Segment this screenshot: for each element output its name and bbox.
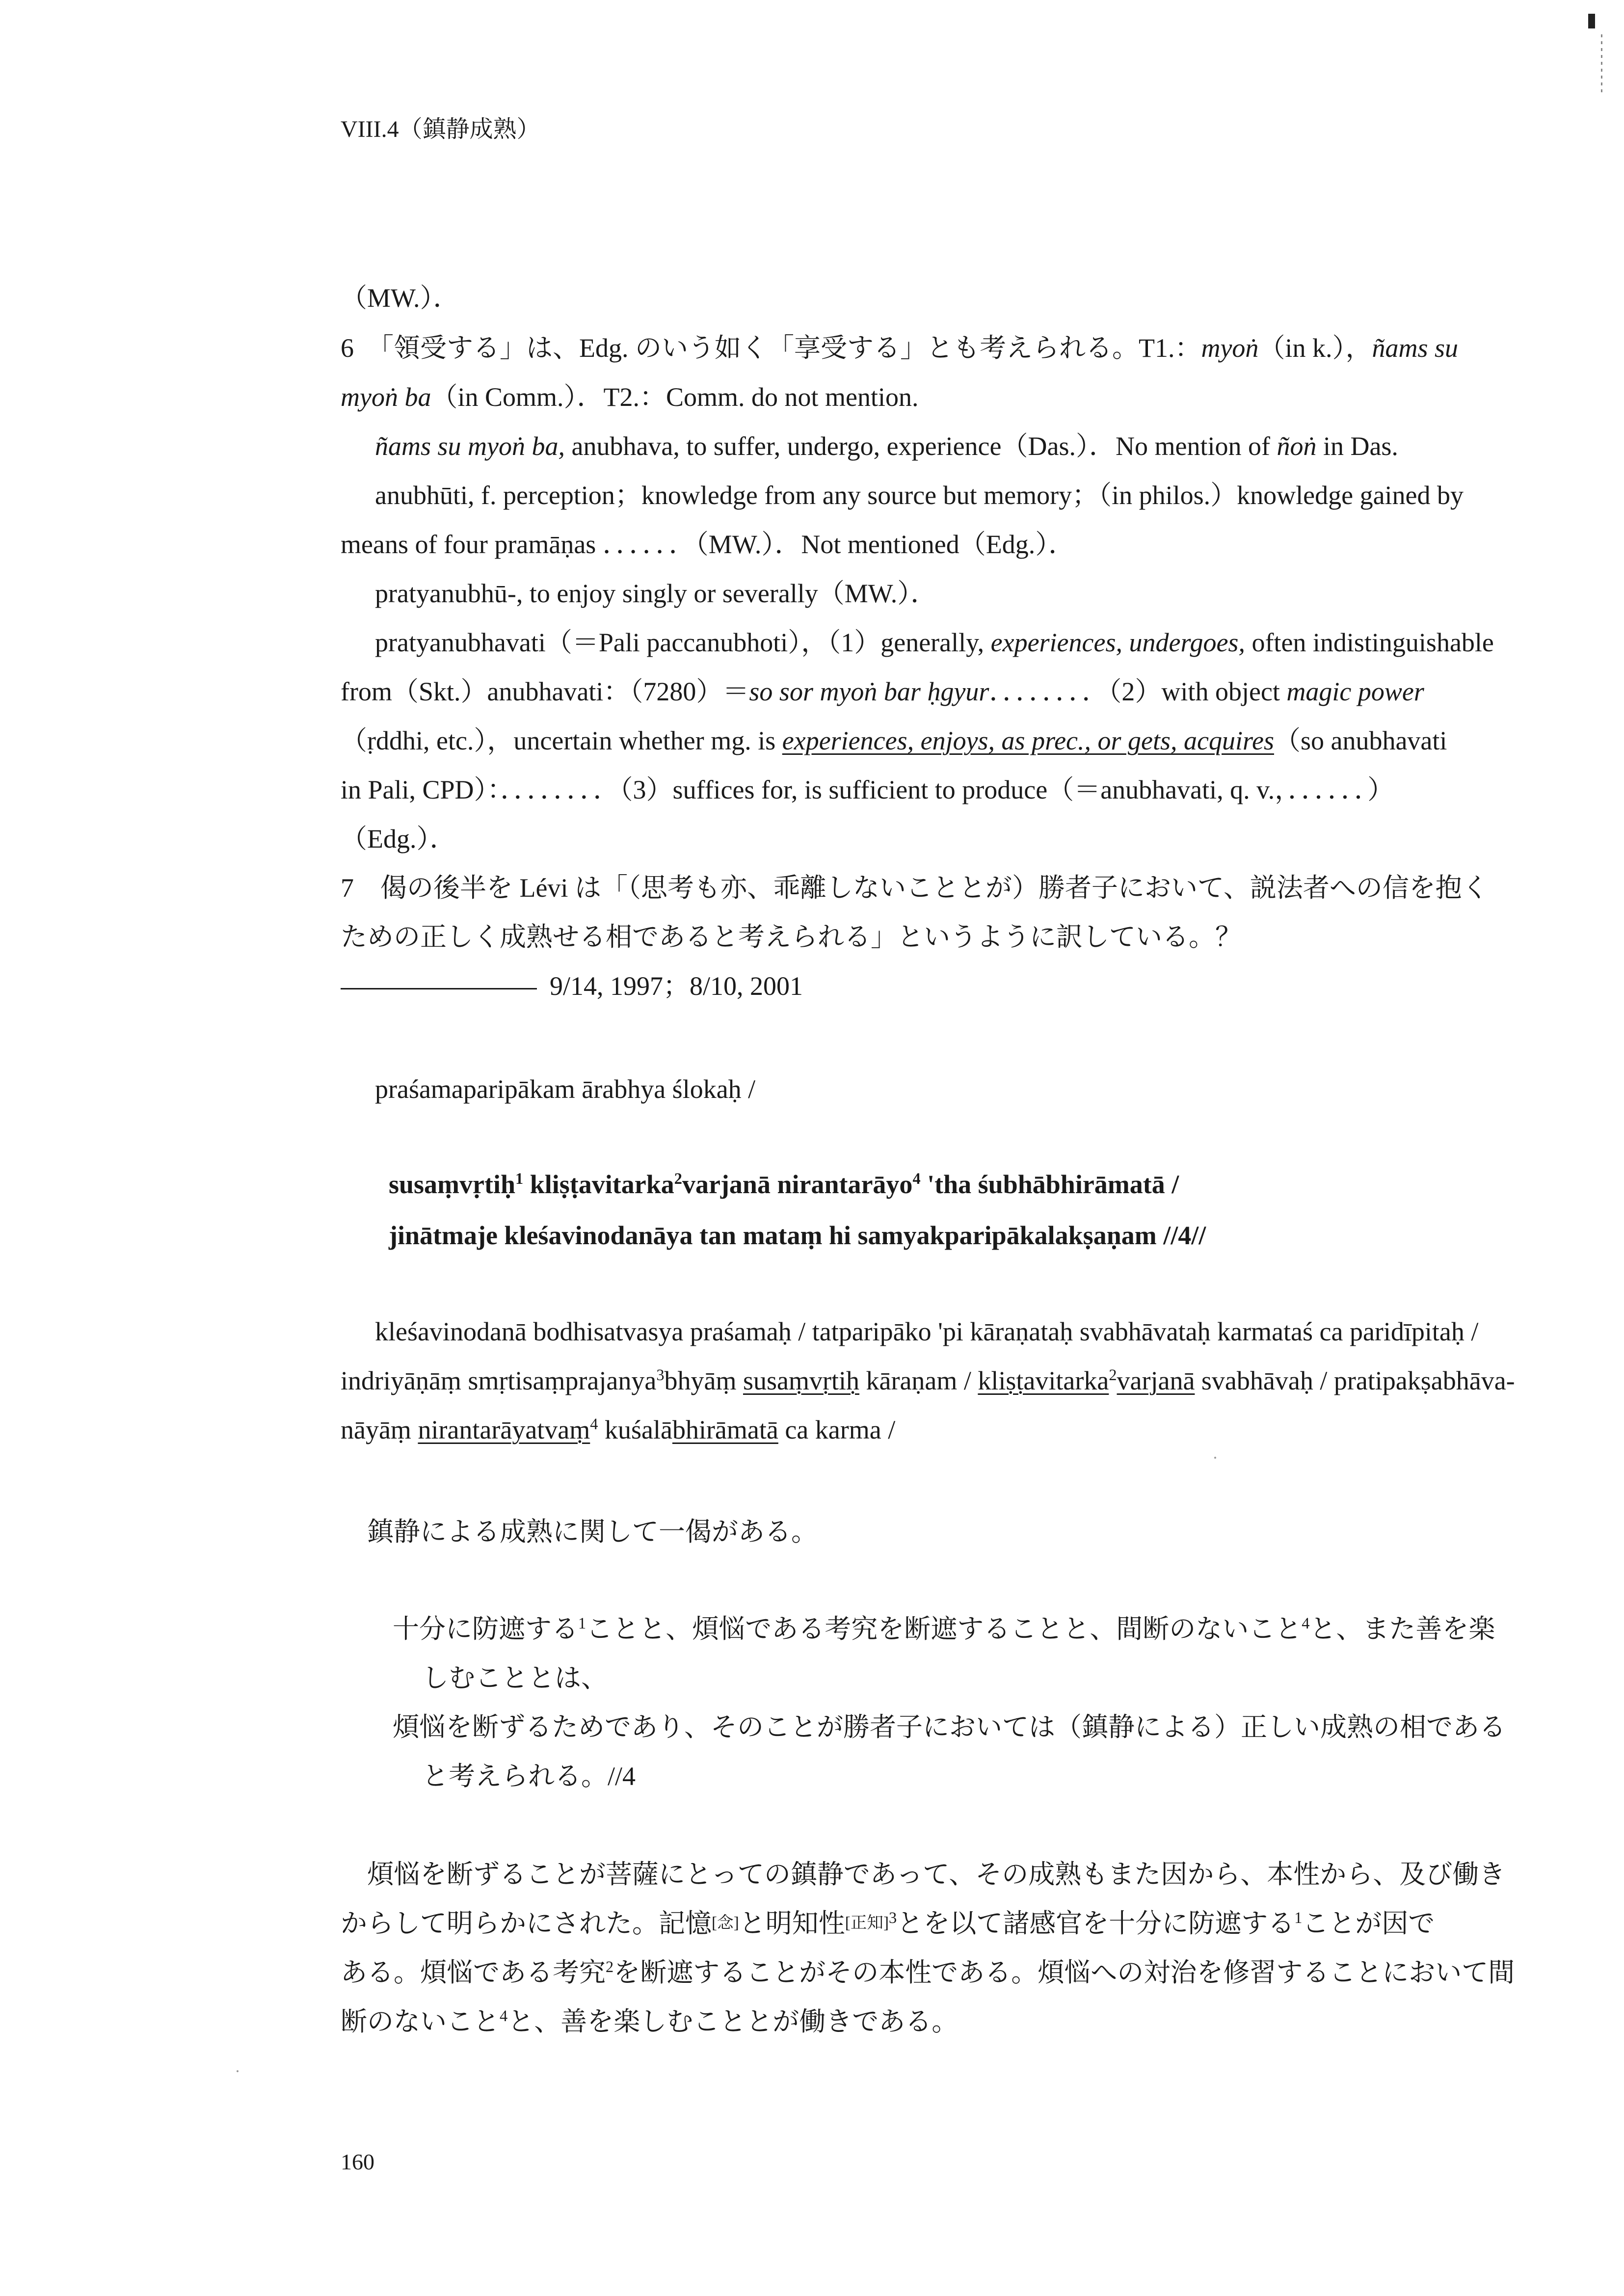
underlined-term: susaṃvṛtiḥ bbox=[743, 1366, 859, 1395]
note-text: anubhava, to suffer, undergo, experience（Das.）．No mention of bbox=[565, 431, 1277, 461]
note-text: pratyanubhavati（＝Pali paccanubhoti），（1）generally, bbox=[375, 628, 991, 657]
dates: 9/14, 1997；8/10, 2001 bbox=[550, 971, 803, 1001]
note-6-line-3 bbox=[375, 430, 1398, 463]
underlined-term: kliṣṭavitarka bbox=[978, 1366, 1109, 1395]
note-5-tail: （MW.）． bbox=[341, 283, 460, 313]
note-6-line-7 bbox=[375, 626, 1494, 660]
translation-text: ある。煩悩である考究 bbox=[341, 1958, 606, 1987]
translation-verse-line-1 bbox=[393, 1613, 1495, 1646]
translation-text: を断遮することがその本性である。煩悩への対治を修習することにおいて間 bbox=[613, 1958, 1515, 1987]
commentary-text: kāraṇam / bbox=[859, 1366, 978, 1395]
footnote-ref: 3 bbox=[656, 1366, 665, 1384]
tibetan-term: ñams su bbox=[1372, 333, 1458, 363]
scan-speck bbox=[1214, 1457, 1216, 1459]
translation-verse-line-4: と考えられる。//4 bbox=[422, 1762, 636, 1791]
translation-commentary-line-4 bbox=[341, 2005, 958, 2039]
note-6-line-5: means of four pramāṇas ．．．．．．（MW.）．Not mentioned（Edg.）． bbox=[341, 530, 1075, 559]
note-number: 6 bbox=[341, 333, 354, 363]
verse-line-2: jinātmaje kleśavinodanāya tan mataṃ hi samyakparipākalakṣaṇam //4// bbox=[389, 1221, 1206, 1250]
note-text: 偈の後半を Lévi は「（思考も亦、乖離しないこととが）勝者子において、説法者への信を抱く bbox=[380, 873, 1489, 903]
gloss-emphasis: experiences, undergoes, bbox=[990, 628, 1245, 657]
translation-text: 十分に防遮する bbox=[393, 1614, 578, 1644]
commentary-text: ca karma / bbox=[778, 1415, 896, 1444]
verse-text: kliṣṭavitarka bbox=[523, 1170, 674, 1199]
commentary-line-3 bbox=[341, 1414, 895, 1447]
footnote-ref: 2 bbox=[674, 1170, 682, 1188]
note-6-line-4: anubhūti, f. perception；knowledge from any source but memory；（in philos.）knowledge gained by bbox=[375, 481, 1464, 510]
verse-intro: praśamaparipākam ārabhya ślokaḥ / bbox=[375, 1074, 756, 1104]
note-text: （in Comm.）．T2.：Comm. do not mention. bbox=[431, 382, 919, 412]
footnote-ref: 1 bbox=[1294, 1909, 1303, 1927]
translation-verse-line-2: しむこととは、 bbox=[422, 1663, 608, 1693]
note-number: 7 bbox=[341, 873, 354, 903]
scan-speck bbox=[237, 2070, 239, 2072]
note-7-line-2: ための正しく成熟せる相であると考えられる」というように訳している。？ bbox=[341, 922, 1242, 952]
tibetan-term: ñams su myoṅ ba, bbox=[375, 431, 565, 461]
note-6-line-6: pratyanubhū-, to enjoy singly or severally（MW.）． bbox=[375, 579, 937, 608]
translation-text: とを以て諸感官を十分に防遮する bbox=[897, 1909, 1295, 1938]
translation-intro: 鎮静による成熟に関して一偈がある。 bbox=[367, 1517, 818, 1547]
translation-text: ことと、煩悩である考究を断遮することと、間断のないこと bbox=[586, 1614, 1302, 1644]
commentary-text: kuśalā bbox=[598, 1415, 672, 1444]
footnote-ref: 4 bbox=[500, 2007, 508, 2025]
note-text: （so anubhavati bbox=[1274, 726, 1447, 755]
gloss-emphasis: magic power bbox=[1286, 677, 1424, 706]
bracketed-term: [正知] bbox=[845, 1914, 889, 1932]
translation-commentary-line-2 bbox=[341, 1907, 1435, 1941]
commentary-text: svabhāvaḥ / pratipakṣabhāva- bbox=[1195, 1366, 1515, 1395]
footnote-ref: 1 bbox=[578, 1615, 586, 1632]
gloss-underlined: experiences, enjoys, as prec., or gets, acquires bbox=[782, 726, 1274, 755]
note-6-line-2 bbox=[341, 381, 918, 414]
commentary-text: indriyāṇāṃ smṛtisaṃprajanya bbox=[341, 1366, 657, 1395]
note-7-line-1 bbox=[341, 872, 1489, 905]
note-text: 「領受する」は、Edg. のいう如く「享受する」とも考えられる。T1.： bbox=[380, 333, 1201, 363]
running-head: VIII.4（鎮静成熟） bbox=[341, 116, 540, 142]
note-6-line-8 bbox=[341, 675, 1424, 709]
commentary-text: bhyāṃ bbox=[664, 1366, 743, 1395]
commentary-line-2 bbox=[341, 1364, 1515, 1398]
scan-mark bbox=[1588, 14, 1595, 28]
note-text: from（Skt.）anubhavati：（7280）＝ bbox=[341, 677, 749, 706]
translation-text: 断のないこと bbox=[341, 2007, 500, 2036]
tibetan-term: myoṅ ba bbox=[341, 382, 431, 412]
underlined-term: bhirāmatā bbox=[672, 1415, 778, 1444]
verse-text: susaṃvṛtiḥ bbox=[389, 1170, 516, 1199]
note-6-line-1 bbox=[341, 332, 1458, 365]
note-text: （ṛddhi, etc.），uncertain whether mg. is bbox=[341, 726, 782, 755]
horizontal-rule bbox=[341, 988, 537, 989]
note-7-dates bbox=[341, 970, 803, 1003]
footnote-ref: 3 bbox=[889, 1909, 897, 1927]
translation-text: と、善を楽しむこととが働きである。 bbox=[507, 2007, 958, 2036]
footnote-ref: 4 bbox=[1302, 1615, 1310, 1632]
footnote-ref: 2 bbox=[1109, 1366, 1117, 1384]
note-text: often indistinguishable bbox=[1245, 628, 1494, 657]
translation-text: からして明らかにされた。記憶 bbox=[341, 1909, 712, 1938]
translation-text: と、また善を楽 bbox=[1309, 1614, 1495, 1644]
commentary-line-1: kleśavinodanā bodhisatvasya praśamaḥ / tatparipāko 'pi kāraṇataḥ svabhāvataḥ karmataś ca paridīpitaḥ / bbox=[375, 1317, 1479, 1346]
note-text: ．．．．．．．．（2）with object bbox=[989, 677, 1287, 706]
tibetan-term: so sor myoṅ bar ḥgyur bbox=[749, 677, 989, 706]
footnote-ref: 1 bbox=[515, 1170, 524, 1188]
footnote-ref: 2 bbox=[606, 1958, 614, 1976]
note-text: （in k.）， bbox=[1258, 333, 1372, 363]
footnote-ref: 4 bbox=[590, 1415, 598, 1433]
translation-text: と明知性 bbox=[739, 1909, 845, 1938]
tibetan-term: myoṅ bbox=[1201, 333, 1259, 363]
note-6-line-11: （Edg.）． bbox=[341, 824, 456, 854]
page-number: 160 bbox=[341, 2149, 374, 2174]
scan-edge-dots bbox=[1601, 34, 1602, 93]
verse-line-1 bbox=[389, 1168, 1179, 1201]
verse-text: varjanā nirantarāyo bbox=[682, 1170, 913, 1199]
note-6-line-9 bbox=[341, 724, 1447, 758]
translation-commentary-line-3 bbox=[341, 1956, 1515, 1990]
translation-text: ことが因で bbox=[1302, 1909, 1435, 1938]
underlined-term: varjanā bbox=[1117, 1366, 1195, 1395]
bracketed-term: [念] bbox=[712, 1914, 739, 1932]
verse-text: 'tha śubhābhirāmatā / bbox=[920, 1170, 1179, 1199]
translation-commentary-line-1: 煩悩を断ずることが菩薩にとっての鎮静であって、その成熟もまた因から、本性から、及び働き bbox=[367, 1860, 1506, 1889]
note-text: in Das. bbox=[1316, 431, 1398, 461]
tibetan-term: ñoṅ bbox=[1277, 431, 1317, 461]
footnote-ref: 4 bbox=[912, 1170, 921, 1188]
underlined-term: nirantarāyatvaṃ bbox=[418, 1415, 590, 1444]
note-6-line-10: in Pali, CPD）：．．．．．．．．（3）suffices for, is sufficient to produce（＝anubhavati, q. v.，．．．．．．） bbox=[341, 775, 1394, 804]
translation-verse-line-3: 煩悩を断ずるためであり、そのことが勝者子においては（鎮静による）正しい成熟の相である bbox=[393, 1712, 1506, 1742]
commentary-text: nāyāṃ bbox=[341, 1415, 418, 1444]
